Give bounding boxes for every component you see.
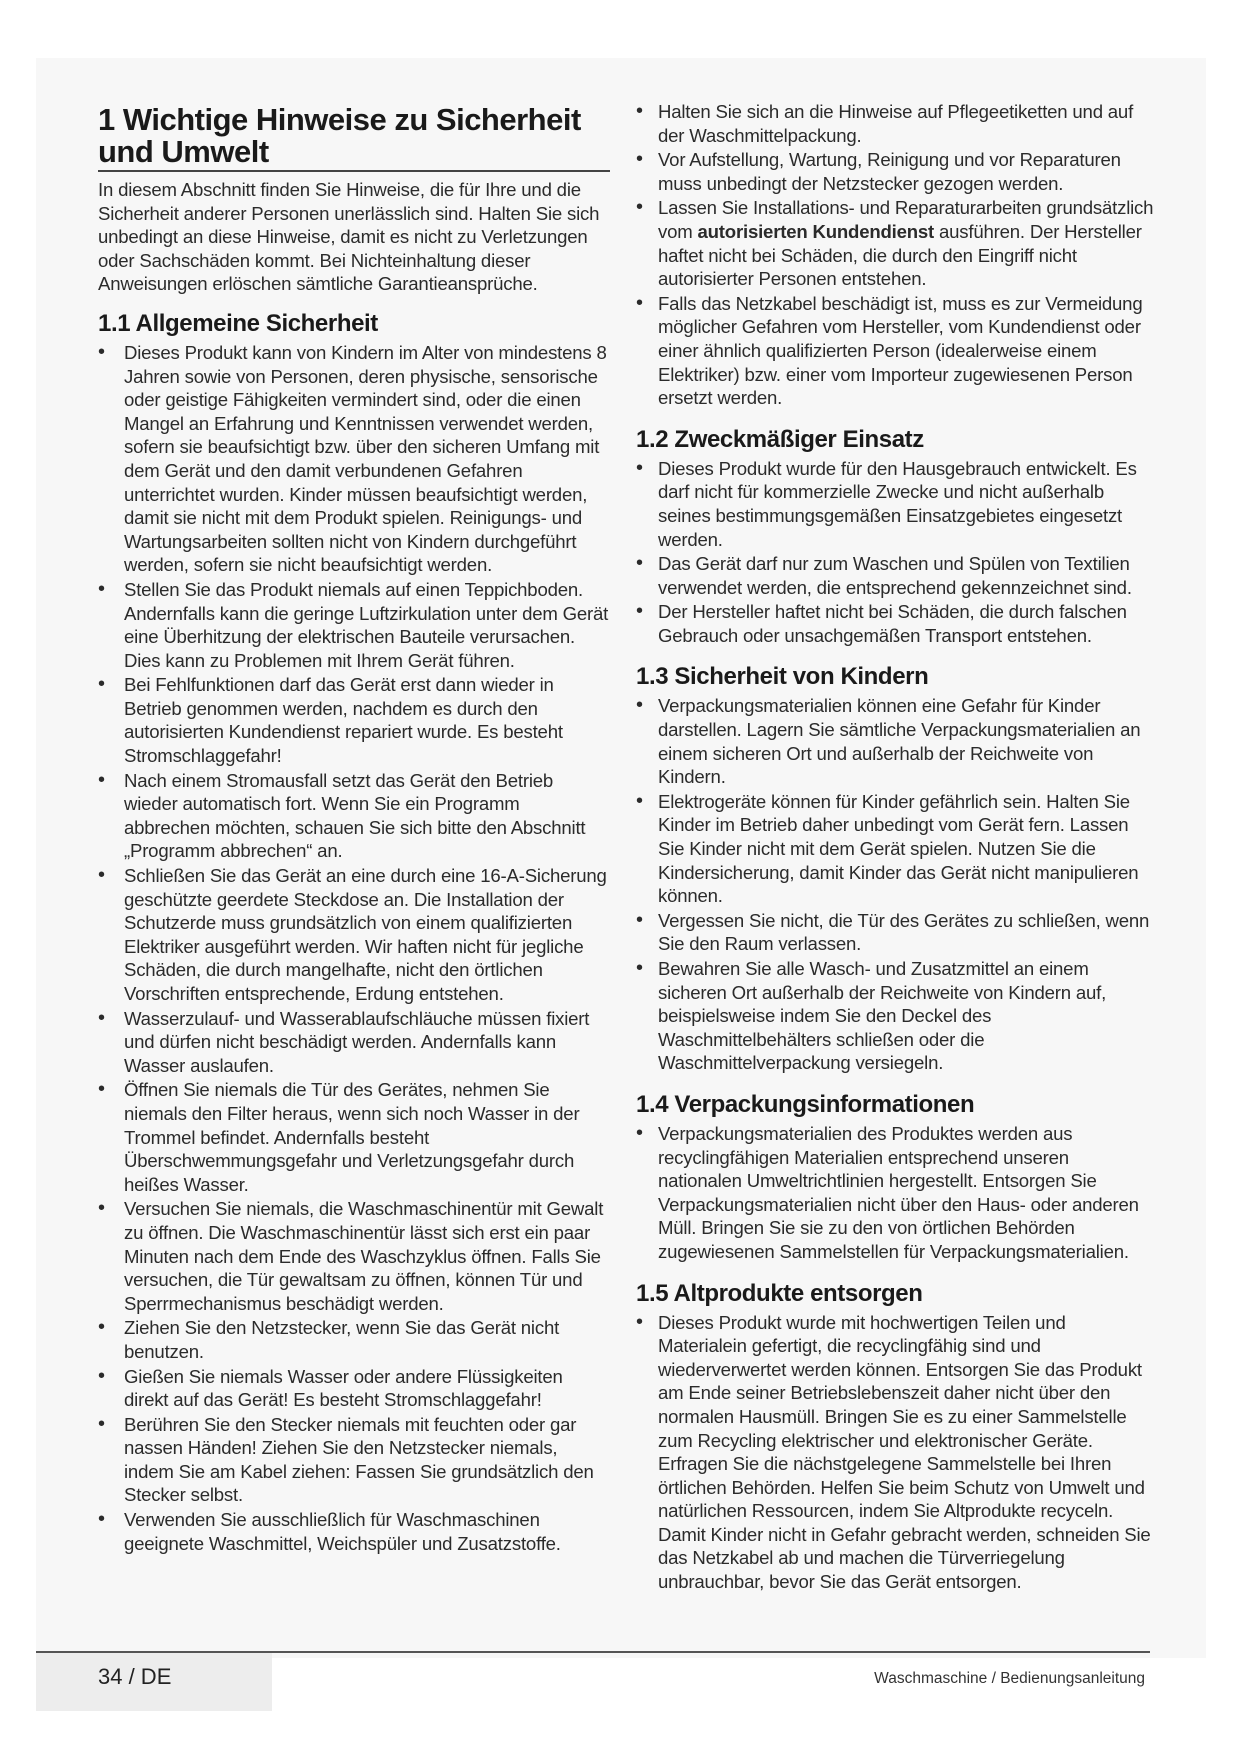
list-item: • Bewahren Sie alle Wasch- und Zusatzmittel an einem sicheren Ort außerhalb der Reichweite von Kindern auf, beispielsweise indem Sie den Deckel des Waschmittelbehälters schließen oder die Waschmittelverpackung versiegeln.: [636, 957, 1156, 1075]
right-column: [636, 100, 1156, 1595]
heading-packaging: 1.4 Verpackungsinformationen: [636, 1090, 975, 1118]
list-item: • Vor Aufstellung, Wartung, Reinigung und vor Reparaturen muss unbedingt der Netzstecker gezogen werden.: [636, 148, 1156, 195]
page-number: 34 / DE: [98, 1664, 172, 1689]
list-item: • Schließen Sie das Gerät an eine durch eine 16-A-Sicherung geschützte geerdete Steckdose an. Die Installation der Schutzerde muss grundsätzlich von einem qualifizierten Elektriker ausgeführt werden. Wir haften nicht für jegliche Schäden, die durch mangelhafte, nicht den örtlichen Vorschriften entsprechende, Erdung entstehen.: [98, 864, 610, 1006]
list-item: • Berühren Sie den Stecker niemals mit feuchten oder gar nassen Händen! Ziehen Sie den Netzstecker niemals, indem Sie am Kabel ziehen: Fassen Sie grundsätzlich den Stecker selbst.: [98, 1413, 610, 1507]
left-column: [98, 104, 610, 1556]
disposal-list: [636, 1311, 1156, 1594]
list-item: • Gießen Sie niemals Wasser oder andere Flüssigkeiten direkt auf das Gerät! Es besteht Stromschlaggefahr!: [98, 1365, 610, 1412]
text-segment: Lassen Sie Installations- und Reparaturarbeiten grundsätzlich vom: [658, 197, 1154, 242]
section-intro: In diesem Abschnitt finden Sie Hinweise, die für Ihre und die Sicherheit anderer Personen unerlässlich sind. Halten Sie sich unbedingt an diese Hinweise, damit es nicht zu Verletzungen oder Sachschäden kommt. Bei Nichteinhaltung dieser Anweisungen erlöschen sämtliche Garantieansprüche.: [98, 179, 600, 295]
list-item: • Öffnen Sie niemals die Tür des Gerätes, nehmen Sie niemals den Filter heraus, wenn sich noch Wasser in der Trommel befindet. Andernfalls besteht Überschwemmungsgefahr und Verletzungsgefahr durch heißes Wasser.: [98, 1078, 610, 1196]
list-item: • Wasserzulauf- und Wasserablaufschläuche müssen fixiert und dürfen nicht beschädigt werden. Andernfalls kann Wasser auslaufen.: [98, 1007, 610, 1078]
heading-intended-use: 1.2 Zweckmäßiger Einsatz: [636, 425, 924, 453]
list-item: • Halten Sie sich an die Hinweise auf Pflegeetiketten und auf der Waschmittelpackung.: [636, 100, 1156, 147]
document-title: Waschmaschine / Bedienungsanleitung: [874, 1670, 1145, 1687]
heading-disposal: 1.5 Altprodukte entsorgen: [636, 1279, 923, 1307]
section-title: 1 Wichtige Hinweise zu Sicherheit und Umwelt: [98, 104, 610, 172]
list-item: • Der Hersteller haftet nicht bei Schäden, die durch falschen Gebrauch oder unsachgemäßen Transport entstehen.: [636, 600, 1156, 647]
child-safety-list: [636, 694, 1156, 1075]
emphasis-authorized-service: autorisierten Kundendienst: [697, 220, 935, 242]
list-item: • Versuchen Sie niemals, die Waschmaschinentür mit Gewalt zu öffnen. Die Waschmaschinentür lässt sich erst ein paar Minuten nach dem Ende des Waschzyklus öffnen. Falls Sie versuchen, die Tür gewaltsam zu öffnen, können Tür und Sperrmechanismus beschädigt werden.: [98, 1197, 610, 1315]
list-item: • Falls das Netzkabel beschädigt ist, muss es zur Vermeidung möglicher Gefahren vom Hersteller, vom Kundendienst oder einer ähnlich qualifizierten Person (idealerweise einem Elektriker) bzw. einer vom Importeur zugewiesenen Person ersetzt werden.: [636, 292, 1156, 410]
text-segment: ausführen. Der Hersteller haftet nicht bei Schäden, die durch den Eingriff nicht autorisierter Personen entstehen.: [658, 220, 1142, 290]
list-item: • Ziehen Sie den Netzstecker, wenn Sie das Gerät nicht benutzen.: [98, 1316, 610, 1363]
list-item: • Dieses Produkt wurde für den Hausgebrauch entwickelt. Es darf nicht für kommerzielle Zwecke und nicht außerhalb seines bestimmungsgemäßen Einsatzgebietes eingesetzt werden.: [636, 457, 1156, 551]
list-item: • Dieses Produkt wurde mit hochwertigen Teilen und Materialein gefertigt, die recyclingfähig sind und wiederverwertet werden können. Entsorgen Sie das Produkt am Ende seiner Betriebslebenszeit daher nicht über den normalen Hausmüll. Bringen Sie es zu einer Sammelstelle zum Recycling elektrischer und elektronischer Geräte. Erfragen Sie die nächstgelegene Sammelstelle bei Ihren örtlichen Behörden. Helfen Sie beim Schutz von Umwelt und natürlichen Ressourcen, indem Sie Altprodukte recyceln. Damit Kinder nicht in Gefahr gebracht werden, schneiden Sie das Netzkabel ab und machen die Türverriegelung unbrauchbar, bevor Sie das Gerät entsorgen.: [636, 1311, 1156, 1594]
list-item: • Nach einem Stromausfall setzt das Gerät den Betrieb wieder automatisch fort. Wenn Sie ein Programm abbrechen möchten, schauen Sie sich bitte den Abschnitt „Programm abbrechen“ an.: [98, 769, 610, 863]
list-item: [636, 196, 1156, 290]
list-item: • Vergessen Sie nicht, die Tür des Gerätes zu schließen, wenn Sie den Raum verlassen.: [636, 909, 1156, 956]
list-item: • Verwenden Sie ausschließlich für Waschmaschinen geeignete Waschmittel, Weichspüler und Zusatzstoffe.: [98, 1508, 610, 1555]
list-item: • Stellen Sie das Produkt niemals auf einen Teppichboden. Andernfalls kann die geringe Luftzirkulation unter dem Gerät eine Überhitzung der elektrischen Bauteile verursachen. Dies kann zu Problemen mit Ihrem Gerät führen.: [98, 578, 610, 672]
list-item: • Das Gerät darf nur zum Waschen und Spülen von Textilien verwendet werden, die entsprechend gekennzeichnet sind.: [636, 552, 1156, 599]
list-item: • Verpackungsmaterialien können eine Gefahr für Kinder darstellen. Lagern Sie sämtliche Verpackungsmaterialien an einem sicheren Ort und außerhalb der Reichweite von Kindern.: [636, 694, 1156, 788]
list-item: • Bei Fehlfunktionen darf das Gerät erst dann wieder in Betrieb genommen werden, nachdem es durch den autorisierten Kundendienst repariert wurde. Es besteht Stromschlaggefahr!: [98, 673, 610, 767]
list-item: • Verpackungsmaterialien des Produktes werden aus recyclingfähigen Materialien entsprechend unseren nationalen Umweltrichtlinien hergestellt. Entsorgen Sie Verpackungsmaterialien nicht über den Haus- oder anderen Müll. Bringen Sie sie zu den von örtlichen Behörden zugewiesenen Sammelstellen für Verpackungsmaterialien.: [636, 1122, 1156, 1264]
intended-use-list: [636, 457, 1156, 648]
general-safety-list: [98, 341, 610, 1555]
packaging-list: [636, 1122, 1156, 1264]
list-item: • Elektrogeräte können für Kinder gefährlich sein. Halten Sie Kinder im Betrieb daher unbedingt vom Gerät fern. Lassen Sie Kinder nicht mit dem Gerät spielen. Nutzen Sie die Kindersicherung, damit Kinder das Gerät nicht manipulieren können.: [636, 790, 1156, 908]
heading-general-safety: 1.1 Allgemeine Sicherheit: [98, 309, 378, 337]
general-safety-list-continued: [636, 100, 1156, 410]
list-item: • Dieses Produkt kann von Kindern im Alter von mindestens 8 Jahren sowie von Personen, deren physische, sensorische oder geistige Fähigkeiten vermindert sind, oder die einen Mangel an Erfahrung und Kenntnissen verwendet werden, sofern sie beaufsichtigt bzw. über den sicheren Umfang mit dem Gerät und den damit verbundenen Gefahren unterrichtet wurden. Kinder müssen beaufsichtigt werden, damit sie nicht mit dem Produkt spielen. Reinigungs- und Wartungsarbeiten sollten nicht von Kindern durchgeführt werden, sofern sie nicht beaufsichtigt werden.: [98, 341, 610, 577]
heading-child-safety: 1.3 Sicherheit von Kindern: [636, 663, 929, 691]
